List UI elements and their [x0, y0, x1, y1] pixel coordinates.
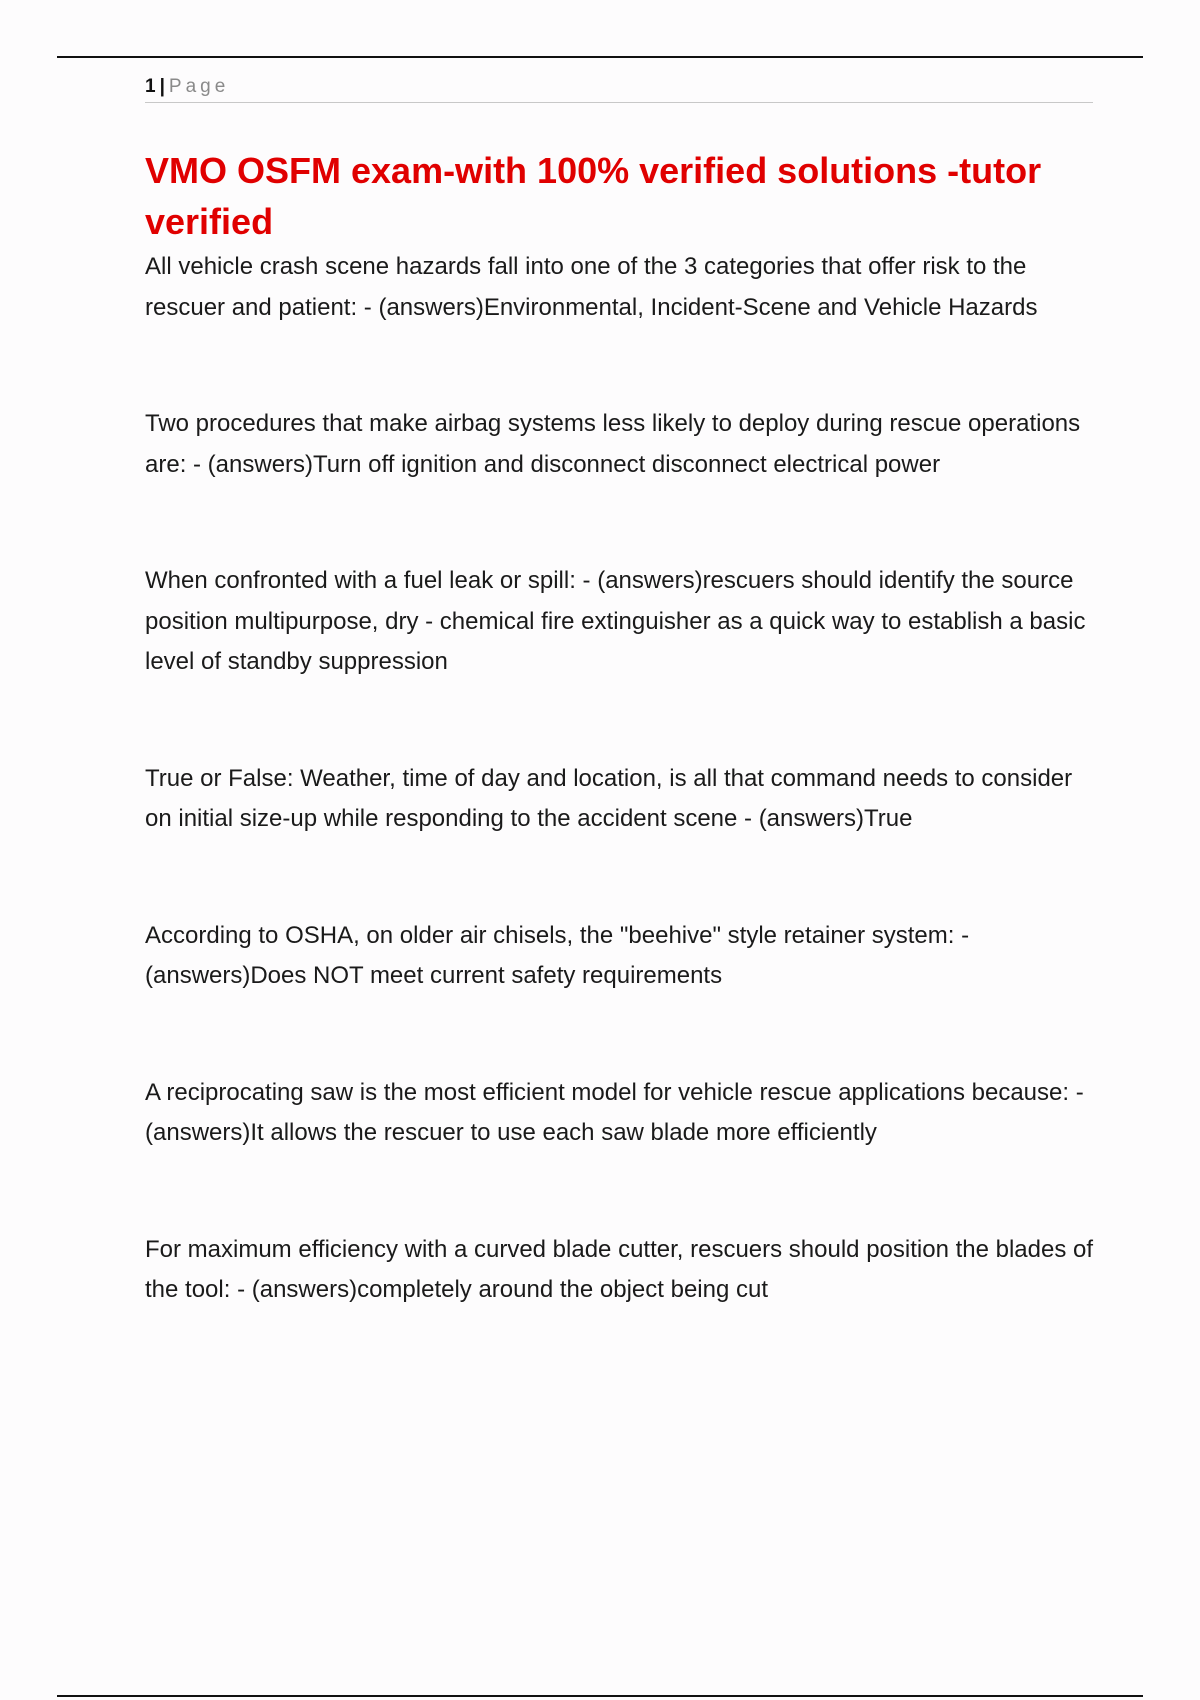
- bottom-rule: [57, 1695, 1143, 1697]
- document-body: [145, 145, 1095, 1311]
- qa-item: True or False: Weather, time of day and location, is all that command needs to consider on initial size-up while responding to the accident scene - (answers)True: [145, 764, 1073, 832]
- page-header: [145, 74, 1093, 103]
- qa-item: When confronted with a fuel leak or spill: - (answers)rescuers should identify the source position multipurpose, dry - chemical fire extinguisher as a quick way to establish a basic level of standby suppression: [145, 567, 1086, 675]
- document-title: VMO OSFM exam-with 100% verified solutions -tutor verified: [145, 150, 1042, 242]
- qa-item: Two procedures that make airbag systems less likely to deploy during rescue operations are: - (answers)Turn off ignition and disconnect disconnect electrical power: [145, 410, 1081, 478]
- qa-item: According to OSHA, on older air chisels, the "beehive" style retainer system: - (answers)Does NOT meet current safety requirements: [145, 921, 970, 989]
- qa-item: All vehicle crash scene hazards fall into one of the 3 categories that offer risk to the rescuer and patient: - (answers)Environmental, Incident-Scene and Vehicle Hazards: [145, 253, 1038, 321]
- qa-item: For maximum efficiency with a curved blade cutter, rescuers should position the blades of the tool: - (answers)completely around the object being cut: [145, 1235, 1094, 1303]
- top-rule: [57, 56, 1143, 58]
- page-label: Page: [168, 76, 230, 97]
- page-number: 1: [145, 76, 156, 97]
- page-separator: |: [159, 76, 165, 97]
- qa-item: A reciprocating saw is the most efficient model for vehicle rescue applications because: - (answers)It allows the rescuer to use each saw blade more efficiently: [145, 1078, 1084, 1146]
